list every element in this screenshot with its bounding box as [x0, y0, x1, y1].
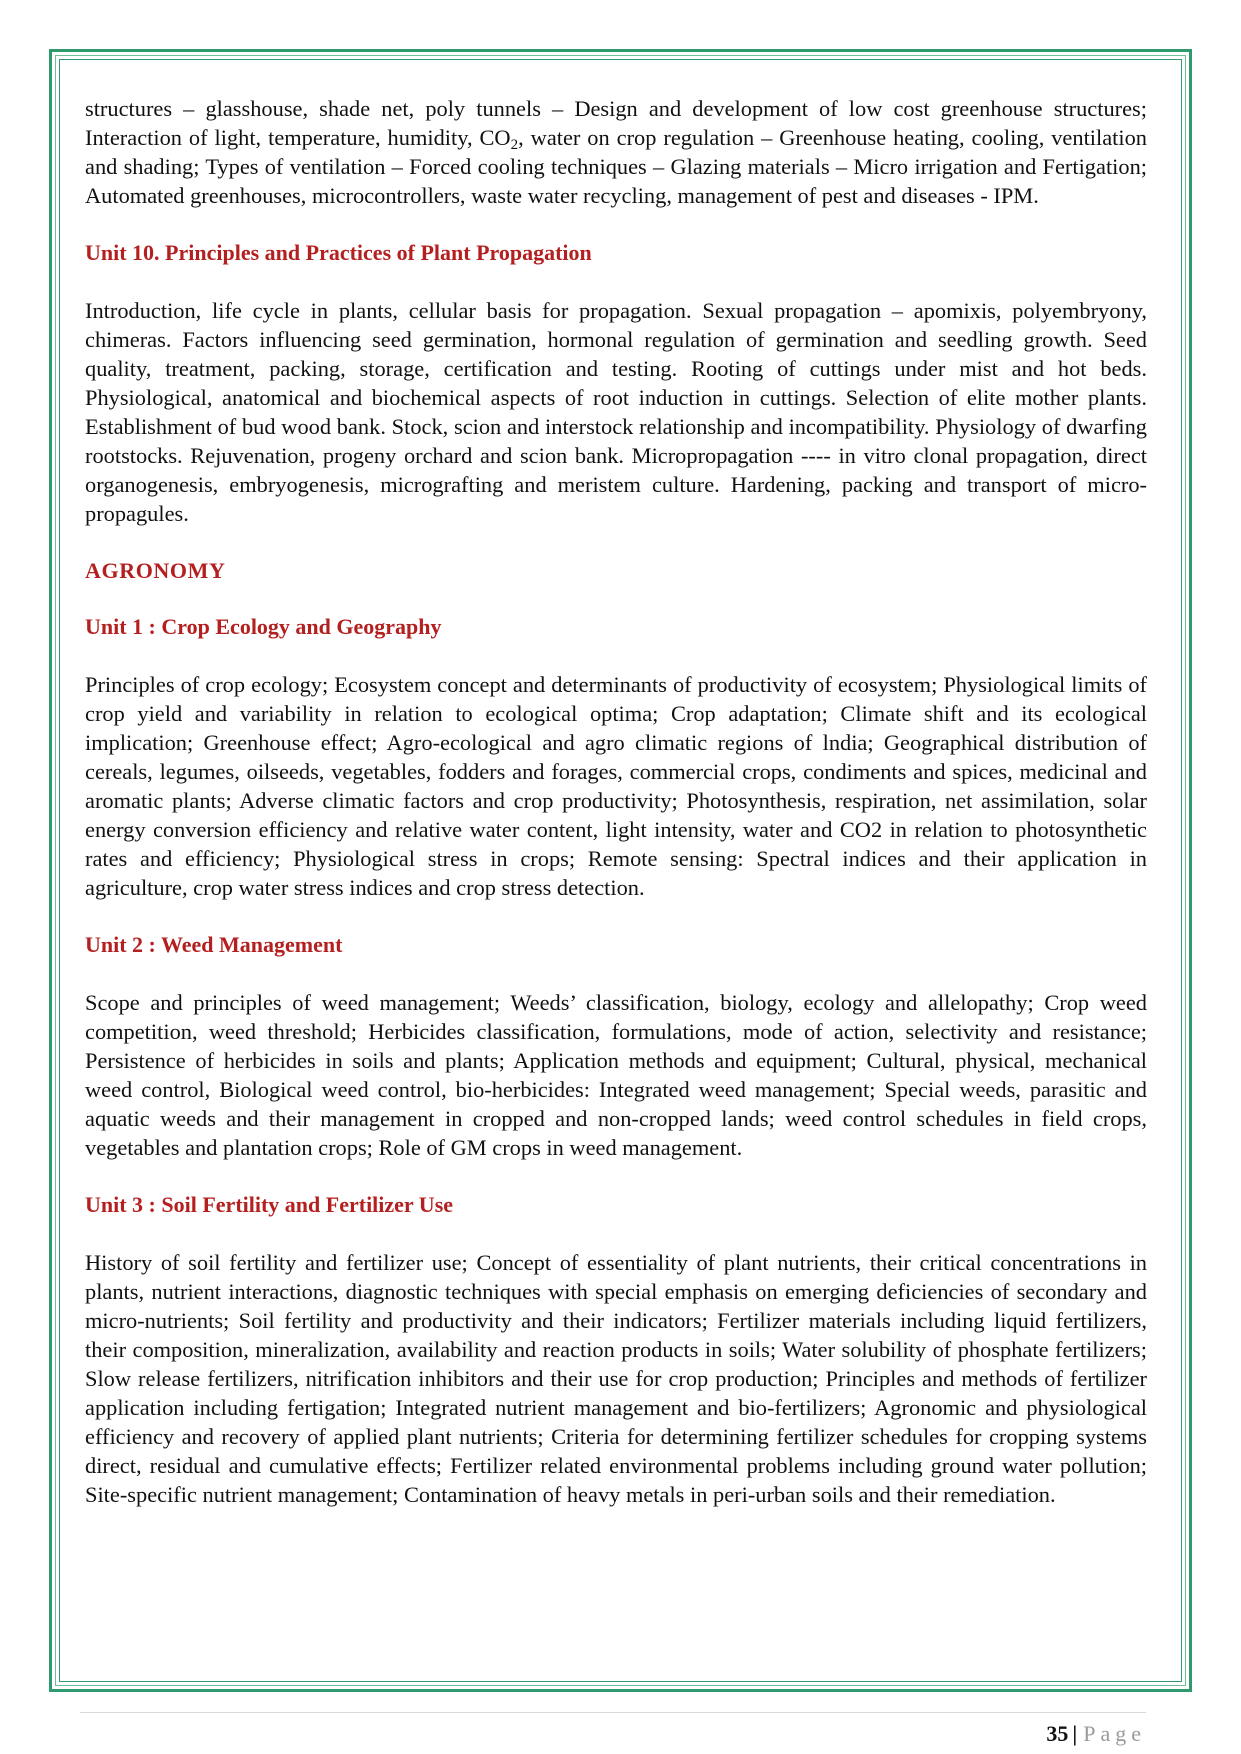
co2-subscript: 2 — [510, 137, 519, 153]
page-footer — [1046, 1721, 1146, 1747]
page-label: Page — [1083, 1721, 1146, 1746]
page-number: 35 — [1046, 1721, 1069, 1746]
document-body — [85, 94, 1147, 1509]
unit2-heading: Unit 2 : Weed Management — [85, 932, 343, 957]
continuation-text-end: , water on crop regulation – Greenhouse heating, cooling, ventilation and shading; Types of ventilation – Forced cooling techniques – Glazing materials – Micro irrigation and Fertigation; Automated greenhouses, microcontrollers, waste water recycling, management of pest and diseases - IPM. — [85, 125, 1147, 208]
unit1-paragraph: Principles of crop ecology; Ecosystem concept and determinants of productivity of ecosystem; Physiological limits of crop yield and variability in relation to ecological optima; Crop adaptation; Climate shift and its ecological implication; Greenhouse effect; Agro-ecological and agro climatic regions of lndia; Geographical distribution of cereals, legumes, oilseeds, vegetables, fodders and forages, commercial crops, condiments and spices, medicinal and aromatic plants; Adverse climatic factors and crop productivity; Photosynthesis, respiration, net assimilation, solar energy conversion efficiency and relative water content, light intensity, water and CO2 in relation to photosynthetic rates and efficiency; Physiological stress in crops; Remote sensing: Spectral indices and their application in agriculture, crop water stress indices and crop stress detection. — [85, 672, 1147, 900]
footer-separator: | — [1072, 1721, 1078, 1746]
agronomy-section-heading: AGRONOMY — [85, 558, 226, 583]
unit10-heading: Unit 10. Principles and Practices of Plant Propagation — [85, 240, 592, 265]
continuation-paragraph — [85, 94, 1147, 210]
continuation-text-start: structures – glasshouse, shade net, poly tunnels – Design and development of low cost greenhouse structures; Interaction of light, temperature, humidity, CO — [85, 96, 1147, 150]
unit10-paragraph: Introduction, life cycle in plants, cellular basis for propagation. Sexual propagation – apomixis, polyembryony, chimeras. Factors influencing seed germination, hormonal regulation of germination and seedling growth. Seed quality, treatment, packing, storage, certification and testing. Rooting of cuttings under mist and hot beds. Physiological, anatomical and biochemical aspects of root induction in cuttings. Selection of elite mother plants. Establishment of bud wood bank. Stock, scion and interstock relationship and incompatibility. Physiology of dwarfing rootstocks. Rejuvenation, progeny orchard and scion bank. Micropropagation ---- in vitro clonal propagation, direct organogenesis, embryogenesis, micrografting and meristem culture. Hardening, packing and transport of micro-propagules. — [85, 298, 1147, 526]
unit1-heading: Unit 1 : Crop Ecology and Geography — [85, 614, 442, 639]
unit3-heading: Unit 3 : Soil Fertility and Fertilizer Use — [85, 1192, 454, 1217]
unit2-paragraph: Scope and principles of weed management; Weeds’ classification, biology, ecology and allelopathy; Crop weed competition, weed threshold; Herbicides classification, formulations, mode of action, selectivity and resistance; Persistence of herbicides in soils and plants; Application methods and equipment; Cultural, physical, mechanical weed control, Biological weed control, bio-herbicides: Integrated weed management; Special weeds, parasitic and aquatic weeds and their management in cropped and non-cropped lands; weed control schedules in field crops, vegetables and plantation crops; Role of GM crops in weed management. — [85, 990, 1147, 1160]
footer-divider — [80, 1712, 1146, 1713]
unit3-paragraph: History of soil fertility and fertilizer use; Concept of essentiality of plant nutrients, their critical concentrations in plants, nutrient interactions, diagnostic techniques with special emphasis on emerging deficiencies of secondary and micro-nutrients; Soil fertility and productivity and their indicators; Fertilizer materials including liquid fertilizers, their composition, mineralization, availability and reaction products in soils; Water solubility of phosphate fertilizers; Slow release fertilizers, nitrification inhibitors and their use for crop production; Principles and methods of fertilizer application including fertigation; Integrated nutrient management and bio-fertilizers; Agronomic and physiological efficiency and recovery of applied plant nutrients; Criteria for determining fertilizer schedules for cropping systems direct, residual and cumulative effects; Fertilizer related environmental problems including ground water pollution; Site-specific nutrient management; Contamination of heavy metals in peri-urban soils and their remediation. — [85, 1250, 1147, 1507]
